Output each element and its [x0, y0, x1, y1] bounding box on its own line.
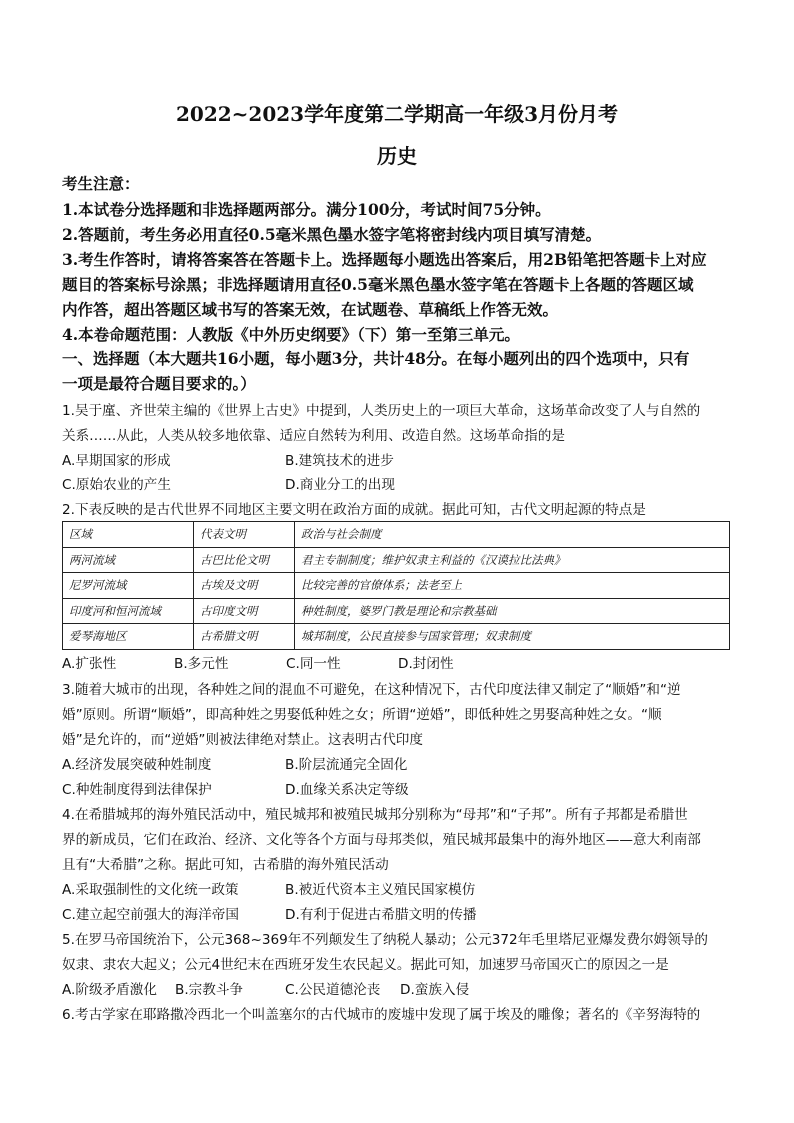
- notice-line: 1.本试卷分选择题和非选择题两部分。满分100分，考试时间75分钟。: [62, 200, 551, 219]
- notice-line: 4.本卷命题范围：人教版《中外历史纲要》（下）第一至第三单元。: [62, 325, 520, 344]
- exam-title: 2022~2023学年度第二学期高一年级3月份月考: [175, 102, 618, 126]
- notice-heading: 考生注意：: [62, 174, 140, 193]
- table-header-cell: 区域: [63, 522, 194, 548]
- table-cell: 比较完善的官僚体系；法老至上: [295, 573, 730, 599]
- q2-option-b: B.多元性: [174, 656, 229, 672]
- q5-option-b: B.宗教斗争: [175, 982, 244, 998]
- question-4-text: 4.在希腊城邦的海外殖民活动中，殖民城邦和被殖民城邦分别称为“母邦”和“子邦”。所有子邦都是希腊世: [62, 807, 688, 823]
- q2-option-c: C.同一性: [286, 656, 341, 672]
- notice-line: 内作答，超出答题区域书写的答案无效，在试题卷、草稿纸上作答无效。: [62, 300, 559, 319]
- table-row: [63, 573, 730, 599]
- table-cell: 种姓制度，婆罗门教是理论和宗教基础: [295, 598, 730, 624]
- table-cell: 城邦制度，公民直接参与国家管理；奴隶制度: [295, 624, 730, 650]
- q2-option-a: A.扩张性: [62, 656, 117, 672]
- section-heading: 一、选择题（本大题共16小题，每小题3分，共计48分。在每小题列出的四个选项中，只有: [62, 349, 690, 368]
- question-5-text: 5.在罗马帝国统治下，公元368~369年不列颠发生了纳税人暴动；公元372年毛里塔尼亚爆发费尔姆领导的: [62, 932, 708, 948]
- q3-option-d: D.血缘关系决定等级: [285, 782, 409, 798]
- table-cell: 爱琴海地区: [63, 624, 194, 650]
- q1-option-b: B.建筑技术的进步: [285, 453, 394, 469]
- subject-title: 历史: [377, 144, 417, 168]
- table-row: [63, 547, 730, 573]
- table-cell: 尼罗河流域: [63, 573, 194, 599]
- question-3-text-cont: 婚”原则。所谓“顺婚”，即高种姓之男娶低种姓之女；所谓“逆婚”，即低种姓之男娶高种姓之女。“顺: [62, 707, 662, 723]
- table-cell: 古希腊文明: [194, 624, 295, 650]
- table-header-cell: 政治与社会制度: [295, 522, 730, 548]
- civilization-table: [62, 521, 730, 650]
- question-4-text-cont: 且有“大希腊”之称。据此可知，古希腊的海外殖民活动: [62, 857, 389, 873]
- q5-option-d: D.蛮族入侵: [400, 982, 470, 998]
- question-4-text-cont: 界的新成员，它们在政治、经济、文化等各个方面与母邦类似，殖民城邦最集中的海外地区——意大利南部: [62, 832, 701, 848]
- section-heading-cont: 一项是最符合题目要求的。）: [62, 374, 256, 393]
- q3-option-a: A.经济发展突破种姓制度: [62, 757, 212, 773]
- table-cell: 君主专制制度；维护奴隶主利益的《汉谟拉比法典》: [295, 547, 730, 573]
- q3-option-c: C.种姓制度得到法律保护: [62, 782, 212, 798]
- question-6-text: 6.考古学家在耶路撒冷西北一个叫盖塞尔的古代城市的废墟中发现了属于埃及的雕像；著名的《辛努海特的: [62, 1007, 701, 1023]
- q5-option-a: A.阶级矛盾激化: [62, 982, 157, 998]
- table-row: [63, 624, 730, 650]
- table-cell: 古印度文明: [194, 598, 295, 624]
- table-row: [63, 598, 730, 624]
- q4-option-b: B.被近代资本主义殖民国家模仿: [285, 882, 476, 898]
- q1-option-c: C.原始农业的产生: [62, 477, 171, 493]
- q2-option-d: D.封闭性: [398, 656, 454, 672]
- question-1-text: 1.吴于廑、齐世荣主编的《世界上古史》中提到，人类历史上的一项巨大革命，这场革命改变了人与自然的: [62, 403, 701, 419]
- question-5-text-cont: 奴隶、隶农大起义；公元4世纪末在西班牙发生农民起义。据此可知，加速罗马帝国灭亡的原因之一是: [62, 957, 669, 973]
- q1-option-d: D.商业分工的出现: [285, 477, 395, 493]
- table-cell: 古埃及文明: [194, 573, 295, 599]
- notice-line: 题目的答案标号涂黑；非选择题请用直径0.5毫米黑色墨水签字笔在答题卡上各题的答题区域: [62, 275, 694, 294]
- table-cell: 印度河和恒河流域: [63, 598, 194, 624]
- notice-line: 2.答题前，考生务必用直径0.5毫米黑色墨水签字笔将密封线内项目填写清楚。: [62, 225, 602, 244]
- q1-option-a: A.早期国家的形成: [62, 453, 171, 469]
- question-2-text: 2.下表反映的是古代世界不同地区主要文明在政治方面的成就。据此可知，古代文明起源的特点是: [62, 502, 646, 518]
- q5-option-c: C.公民道德沦丧: [285, 982, 381, 998]
- table-cell: 古巴比伦文明: [194, 547, 295, 573]
- q4-option-c: C.建立起空前强大的海洋帝国: [62, 907, 239, 923]
- table-header-cell: 代表文明: [194, 522, 295, 548]
- q4-option-a: A.采取强制性的文化统一政策: [62, 882, 239, 898]
- q4-option-d: D.有利于促进古希腊文明的传播: [285, 907, 477, 923]
- q3-option-b: B.阶层流通完全固化: [285, 757, 408, 773]
- question-3-text-cont: 婚”是允许的，而“逆婚”则被法律绝对禁止。这表明古代印度: [62, 732, 423, 748]
- notice-line: 3.考生作答时，请将答案答在答题卡上。选择题每小题选出答案后，用2B铅笔把答题卡上对应: [62, 250, 707, 269]
- question-3-text: 3.随着大城市的出现，各种姓之间的混血不可避免，在这种情况下，古代印度法律又制定了“顺婚”和“逆: [62, 682, 681, 698]
- table-cell: 两河流域: [63, 547, 194, 573]
- question-1-text-cont: 关系……从此，人类从较多地依靠、适应自然转为利用、改造自然。这场革命指的是: [62, 428, 565, 444]
- table-header-row: [63, 522, 730, 548]
